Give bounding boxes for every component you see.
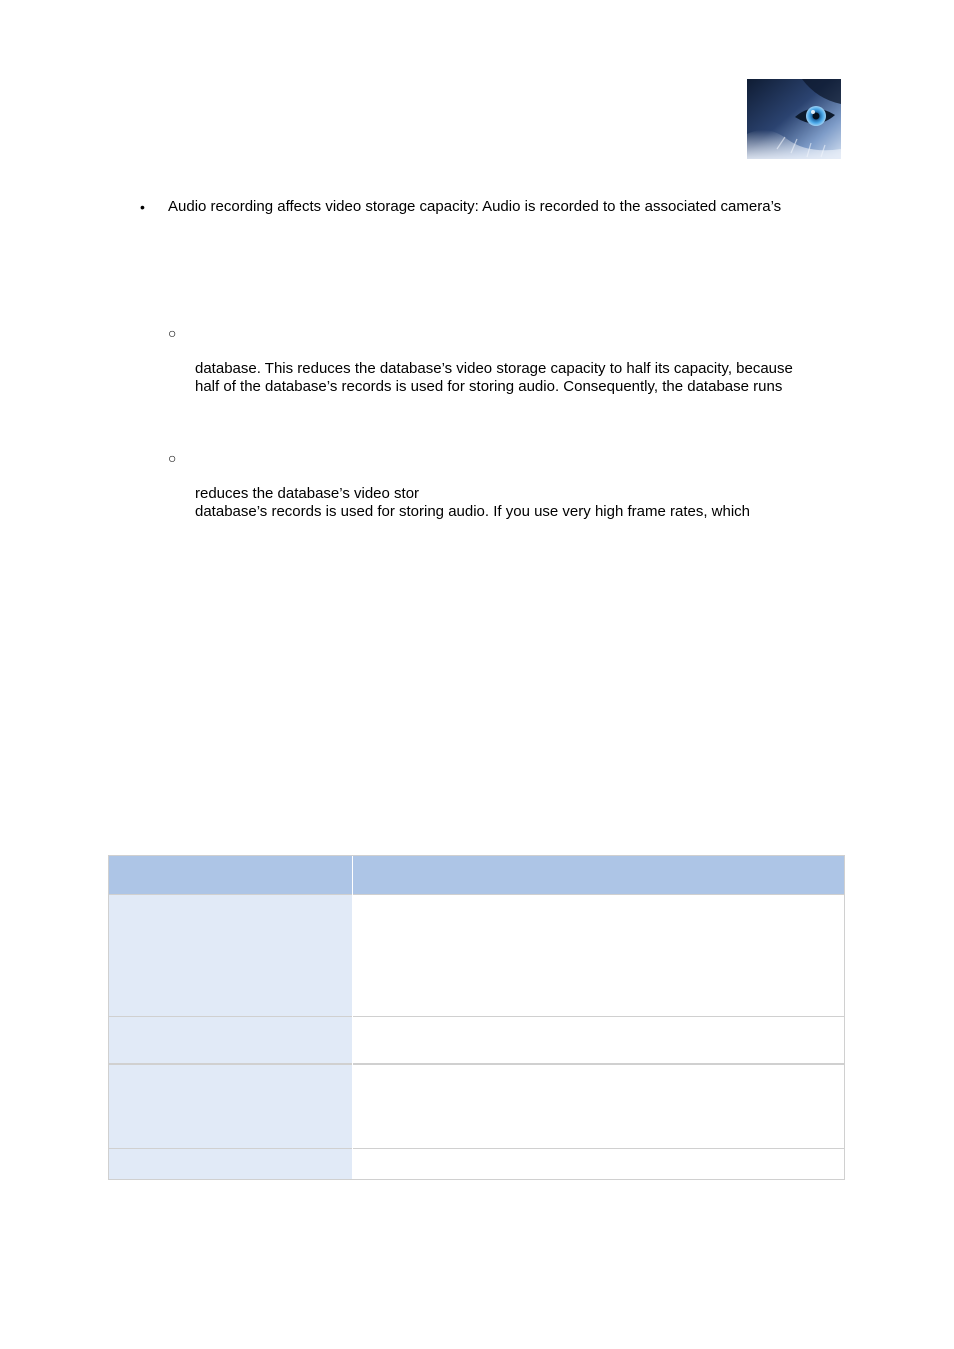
table-row-3-value — [353, 1065, 844, 1148]
table-divider — [109, 1016, 844, 1017]
sub-item-1-line-1: database. This reduces the database’s video storage capacity to half its capacity, because — [195, 360, 793, 377]
sub-item-2-line-1: reduces the database’s video stor — [195, 485, 420, 502]
table-row-4-value — [353, 1149, 844, 1179]
table-divider — [109, 894, 844, 895]
table-row-1-label — [109, 894, 352, 1016]
table-divider — [109, 1148, 844, 1149]
table-row-3-label — [109, 1065, 352, 1148]
sub-item-1-marker: ○ — [168, 325, 177, 341]
wolf-eye-logo — [747, 79, 841, 159]
table-row-1-value — [353, 894, 844, 1016]
table-row-2-value — [353, 1017, 844, 1063]
sub-item-2-line-2: database’s records is used for storing audio. If you use very high frame rates, which — [195, 503, 751, 520]
table-header-cell-2 — [353, 856, 844, 894]
data-table — [108, 855, 845, 1180]
sub-item-2-marker: ○ — [168, 450, 177, 466]
sub-item-1-line-2: half of the database’s records is used for storing audio. Consequently, the database runs — [195, 378, 783, 395]
table-column-divider — [352, 856, 353, 1179]
table-header-cell-1 — [109, 856, 352, 894]
table-row-4-label — [109, 1149, 352, 1179]
table-divider — [109, 1063, 844, 1065]
wolf-eye-icon — [747, 79, 841, 159]
bullet-text: Audio recording affects video storage capacity: Audio is recorded to the associated camera’s — [168, 198, 782, 215]
bullet-marker: • — [140, 199, 145, 215]
table-row-2-label — [109, 1017, 352, 1063]
